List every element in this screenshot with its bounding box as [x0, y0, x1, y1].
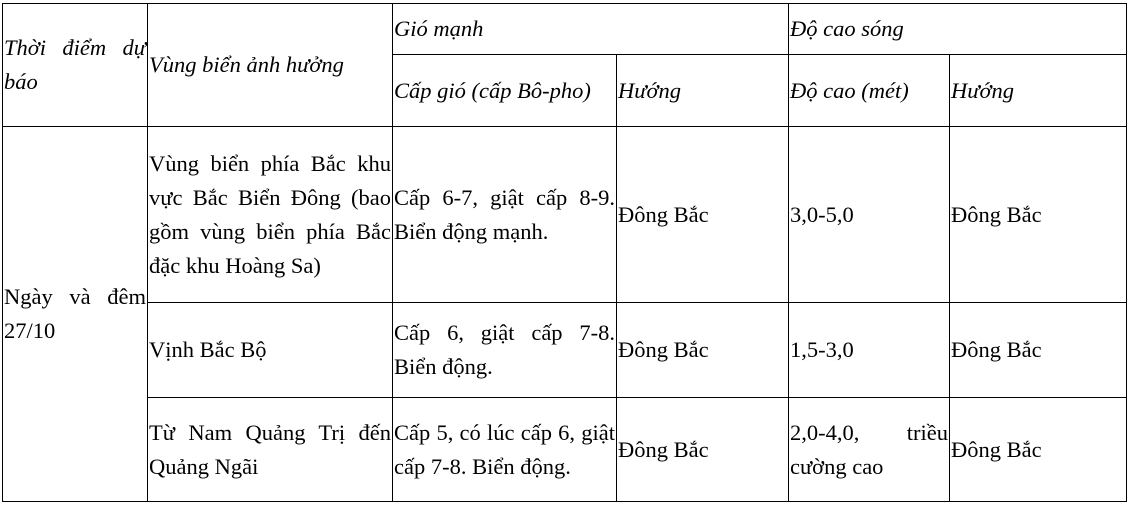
header-wind-level-label: Cấp gió (cấp Bô-pho): [394, 77, 591, 103]
header-wave-group-cell: [789, 4, 1127, 55]
header-time-cell: [3, 4, 148, 127]
forecast-time: Ngày và đêm 27/10: [4, 284, 146, 343]
wind-direction-cell: [617, 398, 789, 502]
area-cell: [148, 303, 393, 398]
header-wind-group-cell: [393, 4, 789, 55]
wind-level-text: Cấp 6-7, giật cấp 8-9. Biển động mạnh.: [394, 184, 615, 244]
wave-direction-cell: [950, 303, 1127, 398]
wave-height-cell: [789, 303, 950, 398]
header-wind-level-cell: [393, 55, 617, 127]
wave-height-cell: [789, 127, 950, 303]
wind-level-cell: [393, 127, 617, 303]
table-row: [3, 398, 1127, 502]
header-wave-group-label: Độ cao sóng: [790, 16, 904, 41]
wind-direction-text: Đông Bắc: [618, 337, 709, 362]
area-text: Từ Nam Quảng Trị đến Quảng Ngãi: [149, 419, 391, 479]
wind-direction-cell: [617, 303, 789, 398]
table-row: [3, 303, 1127, 398]
wind-direction-text: Đông Bắc: [618, 436, 709, 462]
header-area-label: Vùng biển ảnh hưởng: [149, 52, 344, 77]
wave-height-text: 3,0-5,0: [790, 201, 854, 227]
header-row-1: [3, 4, 1127, 55]
wave-direction-cell: [950, 127, 1127, 303]
wind-level-cell: [393, 303, 617, 398]
wave-direction-text: Đông Bắc: [951, 436, 1042, 462]
header-wind-group-label: Gió mạnh: [394, 16, 484, 41]
header-wave-direction-cell: [950, 55, 1127, 127]
wind-direction-text: Đông Bắc: [618, 201, 709, 227]
area-text: Vùng biển phía Bắc khu vực Bắc Biển Đông (bao gồm vùng biển phía Bắc đặc khu Hoàng Sa): [149, 150, 391, 278]
header-wave-height-cell: [789, 55, 950, 127]
forecast-table: [2, 3, 1127, 502]
time-cell: [3, 127, 148, 502]
area-cell: [148, 127, 393, 303]
wave-direction-cell: [950, 398, 1127, 502]
table-row: [3, 127, 1127, 303]
area-text: Vịnh Bắc Bộ: [149, 337, 267, 362]
wind-level-text: Cấp 5, có lúc cấp 6, giật cấp 7-8. Biển động.: [394, 419, 615, 479]
wind-level-text: Cấp 6, giật cấp 7-8. Biển động.: [394, 320, 615, 379]
header-wave-height-label: Độ cao (mét): [790, 77, 909, 103]
wave-height-text: 2,0-4,0, triều cường cao: [790, 419, 948, 479]
wind-level-cell: [393, 398, 617, 502]
wave-height-text: 1,5-3,0: [790, 337, 854, 362]
header-wind-direction-cell: [617, 55, 789, 127]
area-cell: [148, 398, 393, 502]
wave-direction-text: Đông Bắc: [951, 337, 1042, 362]
header-time-label: Thời điểm dự báo: [4, 35, 146, 94]
header-wave-direction-label: Hướng: [951, 77, 1015, 103]
header-area-cell: [148, 4, 393, 127]
wind-direction-cell: [617, 127, 789, 303]
header-wind-direction-label: Hướng: [618, 77, 682, 103]
wave-direction-text: Đông Bắc: [951, 201, 1042, 227]
wave-height-cell: [789, 398, 950, 502]
